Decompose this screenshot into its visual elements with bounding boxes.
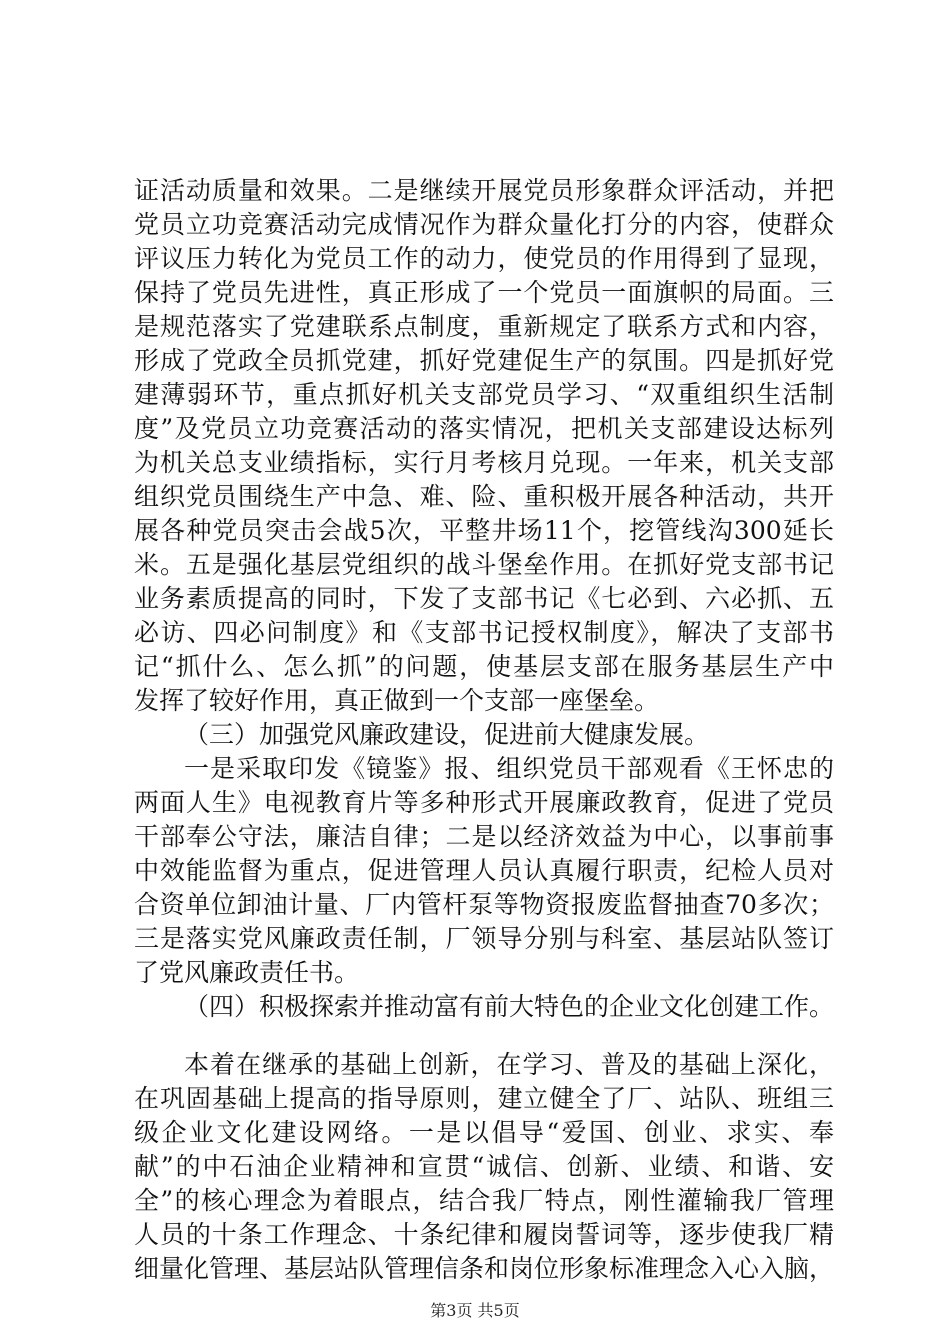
text-line: 一是采取印发《镜鉴》报、组织党员干部观看《王怀忠的 [184, 754, 834, 783]
text-line: 在巩固基础上提高的指导原则，建立健全了厂、站队、班组三 [134, 1084, 834, 1113]
text-line: 业务素质提高的同时，下发了支部书记《七必到、六必抓、五 [134, 584, 834, 613]
text-line: 三是落实党风廉政责任制，厂领导分别与科室、基层站队签订 [134, 924, 834, 953]
text-line: 本着在继承的基础上创新，在学习、普及的基础上深化， [184, 1050, 834, 1079]
text-line: 建薄弱环节，重点抓好机关支部党员学习、“双重组织生活制 [134, 380, 834, 409]
text-line: 细量化管理、基层站队管理信条和岗位形象标准理念入心入脑， [134, 1254, 835, 1283]
text-line: 记“抓什么、怎么抓”的问题，使基层支部在服务基层生产中 [134, 652, 834, 681]
text-line: 级企业文化建设网络。一是以倡导“爱国、创业、求实、奉 [134, 1118, 834, 1147]
text-line: 人员的十条工作理念、十条纪律和履岗誓词等，逐步使我厂精 [134, 1220, 834, 1249]
text-line: 证活动质量和效果。二是继续开展党员形象群众评活动，并把 [134, 176, 834, 205]
text-line: 中效能监督为重点，促进管理人员认真履行职责，纪检人员对 [134, 856, 834, 885]
text-line: 合资单位卸油计量、厂内管杆泵等物资报废监督抽查70多次； [134, 890, 834, 919]
text-line: 干部奉公守法，廉洁自律；二是以经济效益为中心，以事前事 [134, 822, 834, 851]
text-line: 了党风廉政责任书。 [134, 958, 360, 987]
text-line: 发挥了较好作用，真正做到一个支部一座堡垒。 [134, 686, 660, 715]
page-footer: 第3页 共5页 [430, 1301, 520, 1320]
text-line: 必访、四必问制度》和《支部书记授权制度》，解决了支部书 [134, 618, 834, 647]
text-line: 保持了党员先进性，真正形成了一个党员一面旗帜的局面。三 [134, 278, 834, 307]
text-line: 两面人生》电视教育片等多种形式开展廉政教育，促进了党员 [134, 788, 834, 817]
text-line: 组织党员围绕生产中急、难、险、重积极开展各种活动，共开 [134, 482, 834, 511]
text-line: 献”的中石油企业精神和宣贯“诚信、创新、业绩、和谐、安 [134, 1152, 834, 1181]
text-line: 为机关总支业绩指标，实行月考核月兑现。一年来，机关支部 [134, 448, 834, 477]
text-line: 米。五是强化基层党组织的战斗堡垒作用。在抓好党支部书记 [134, 550, 834, 579]
text-line: 展各种党员突击会战5次，平整井场11个，挖管线沟300延长 [134, 516, 834, 545]
text-line: 全”的核心理念为着眼点，结合我厂特点，刚性灌输我厂管理 [134, 1186, 834, 1215]
section-heading: （四）积极探索并推动富有前大特色的企业文化创建工作。 [184, 992, 835, 1021]
text-line: 度”及党员立功竞赛活动的落实情况，把机关支部建设达标列 [134, 414, 834, 443]
text-line: 是规范落实了党建联系点制度，重新规定了联系方式和内容， [134, 312, 834, 341]
text-line: 评议压力转化为党员工作的动力，使党员的作用得到了显现， [134, 244, 834, 273]
section-heading: （三）加强党风廉政建设，促进前大健康发展。 [184, 720, 710, 749]
text-line: 党员立功竞赛活动完成情况作为群众量化打分的内容，使群众 [134, 210, 834, 239]
text-line: 形成了党政全员抓党建，抓好党建促生产的氛围。四是抓好党 [134, 346, 834, 375]
